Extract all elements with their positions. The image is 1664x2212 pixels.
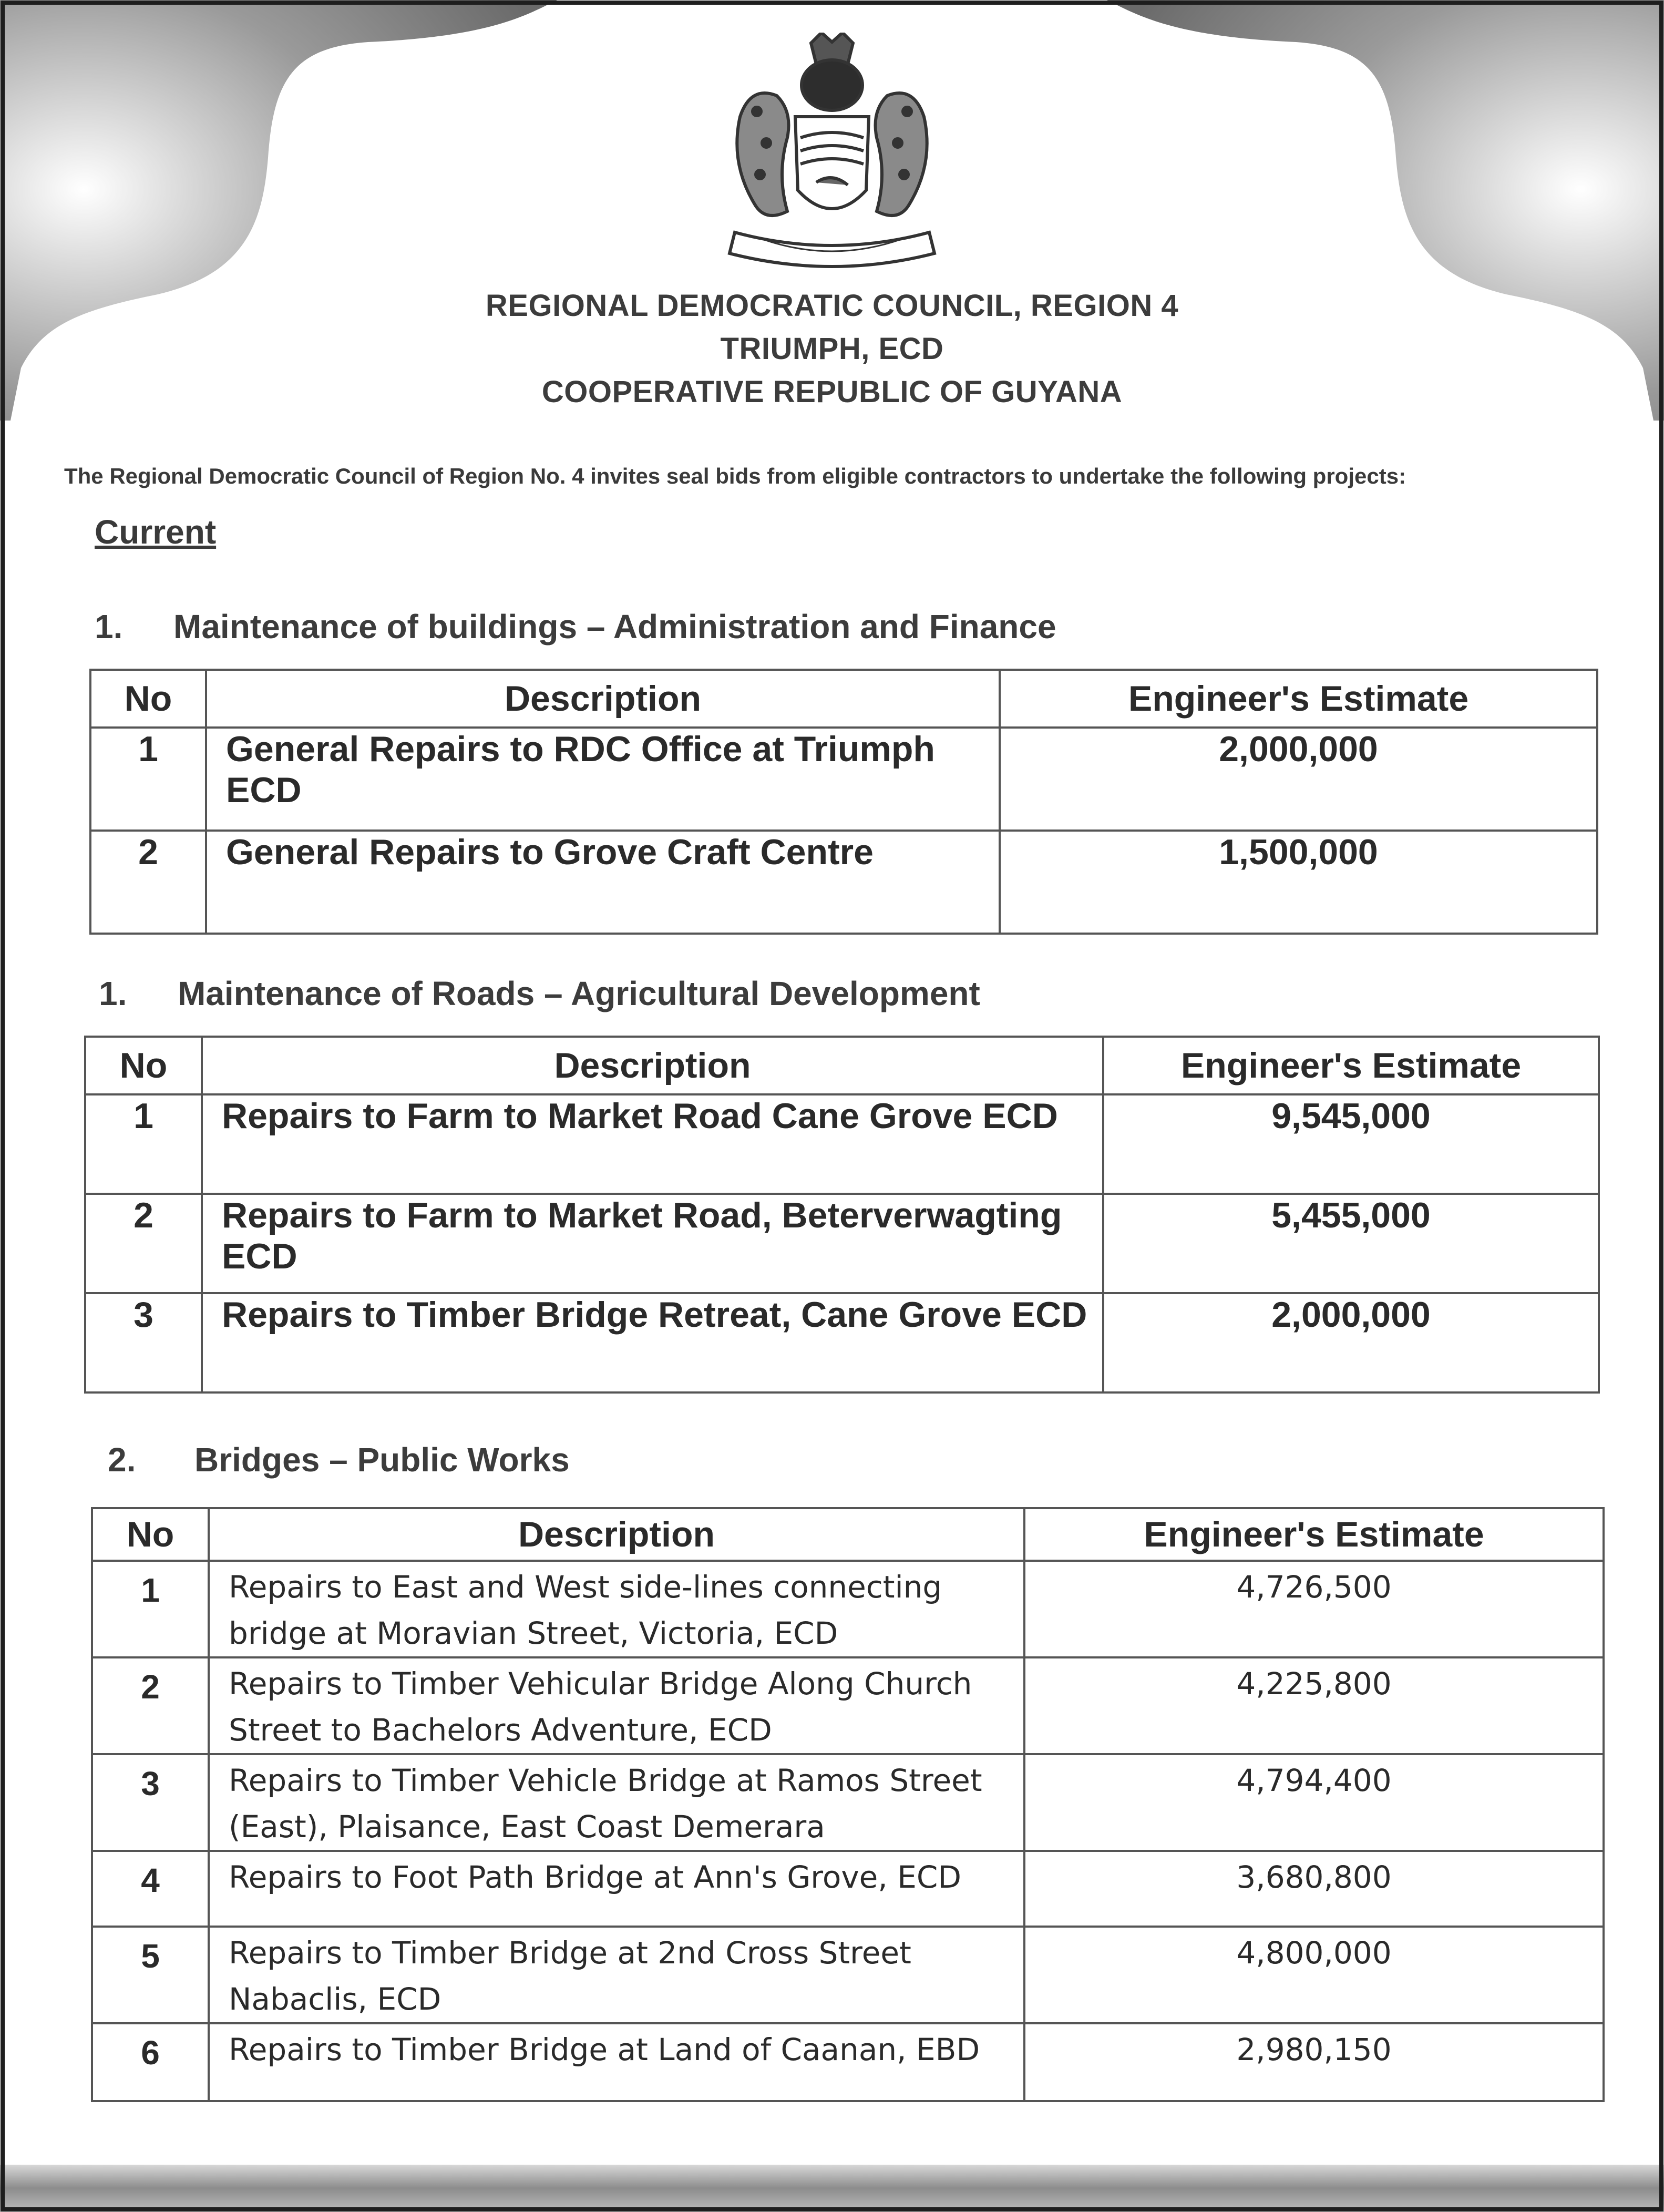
section-heading-bridges [108, 1440, 570, 1479]
col-header-estimate: Engineer's Estimate [1000, 670, 1597, 728]
row-description: Repairs to Timber Bridge at Land of Caanan, EBD [209, 2023, 1024, 2101]
row-estimate: 9,545,000 [1103, 1094, 1599, 1194]
row-no: 1 [92, 1561, 209, 1657]
row-no: 2 [90, 831, 206, 934]
table-row [92, 1927, 1604, 2023]
row-estimate: 4,794,400 [1024, 1754, 1604, 1851]
row-description: Repairs to Timber Bridge Retreat, Cane Grove ECD [202, 1293, 1103, 1392]
row-description: General Repairs to RDC Office at Triumph ECD [206, 728, 1000, 831]
table-row [92, 1754, 1604, 1851]
row-no: 2 [85, 1194, 202, 1293]
table-row [85, 1293, 1599, 1392]
row-no: 1 [90, 728, 206, 831]
row-description: Repairs to East and West side-lines connecting bridge at Moravian Street, Victoria, ECD [209, 1561, 1024, 1657]
row-description: Repairs to Timber Vehicular Bridge Along Church Street to Bachelors Adventure, ECD [209, 1657, 1024, 1754]
section-heading-roads [99, 974, 980, 1013]
row-estimate: 2,980,150 [1024, 2023, 1604, 2101]
buildings-table [89, 669, 1598, 935]
row-estimate: 1,500,000 [1000, 831, 1597, 934]
col-header-description: Description [202, 1037, 1103, 1094]
col-header-estimate: Engineer's Estimate [1103, 1037, 1599, 1094]
row-estimate: 4,726,500 [1024, 1561, 1604, 1657]
row-estimate: 4,800,000 [1024, 1927, 1604, 2023]
intro-text: The Regional Democratic Council of Region No. 4 invites seal bids from eligible contractors to undertake the following projects: [64, 464, 1406, 488]
section-title: Maintenance of Roads – Agricultural Development [178, 975, 980, 1012]
table-row [92, 1561, 1604, 1657]
row-no: 3 [92, 1754, 209, 1851]
col-header-description: Description [206, 670, 1000, 728]
row-description: Repairs to Timber Vehicle Bridge at Ramos Street (East), Plaisance, East Coast Demerara [209, 1754, 1024, 1851]
row-no: 6 [92, 2023, 209, 2101]
col-header-no: No [90, 670, 206, 728]
section-title: Bridges – Public Works [194, 1441, 570, 1479]
bridges-table [91, 1507, 1605, 2102]
header-line-location: TRIUMPH, ECD [720, 332, 944, 366]
section-title: Maintenance of buildings – Administration and Finance [173, 608, 1056, 646]
row-no: 3 [85, 1293, 202, 1392]
row-estimate: 2,000,000 [1103, 1293, 1599, 1392]
row-estimate: 4,225,800 [1024, 1657, 1604, 1754]
row-description: Repairs to Farm to Market Road, Beterverwagting ECD [202, 1194, 1103, 1293]
row-no: 2 [92, 1657, 209, 1754]
section-heading-buildings [95, 607, 1056, 646]
header-line-council: REGIONAL DEMOCRATIC COUNCIL, REGION 4 [485, 289, 1179, 323]
table-header-row [90, 670, 1597, 728]
table-row [92, 1851, 1604, 1927]
row-no: 4 [92, 1851, 209, 1927]
row-no: 5 [92, 1927, 209, 2023]
row-estimate: 5,455,000 [1103, 1194, 1599, 1293]
table-row [90, 728, 1597, 831]
header-line-country: COOPERATIVE REPUBLIC OF GUYANA [541, 375, 1123, 409]
col-header-no: No [92, 1508, 209, 1561]
table-row [90, 831, 1597, 934]
row-estimate: 3,680,800 [1024, 1851, 1604, 1927]
row-description: Repairs to Foot Path Bridge at Ann's Grove, ECD [209, 1851, 1024, 1927]
col-header-estimate: Engineer's Estimate [1024, 1508, 1604, 1561]
row-no: 1 [85, 1094, 202, 1194]
table-row [92, 2023, 1604, 2101]
col-header-description: Description [209, 1508, 1024, 1561]
table-row [92, 1657, 1604, 1754]
current-label: Current [95, 513, 217, 551]
roads-table [84, 1036, 1600, 1394]
section-number: 1. [99, 975, 127, 1012]
table-row [85, 1094, 1599, 1194]
table-header-row [92, 1508, 1604, 1561]
row-description: Repairs to Timber Bridge at 2nd Cross Street Nabaclis, ECD [209, 1927, 1024, 2023]
table-row [85, 1194, 1599, 1293]
table-header-row [85, 1037, 1599, 1094]
section-number: 2. [108, 1441, 136, 1479]
row-description: General Repairs to Grove Craft Centre [206, 831, 1000, 934]
row-estimate: 2,000,000 [1000, 728, 1597, 831]
section-number: 1. [95, 608, 123, 646]
col-header-no: No [85, 1037, 202, 1094]
row-description: Repairs to Farm to Market Road Cane Grove ECD [202, 1094, 1103, 1194]
coat-of-arms-seal [698, 33, 966, 280]
